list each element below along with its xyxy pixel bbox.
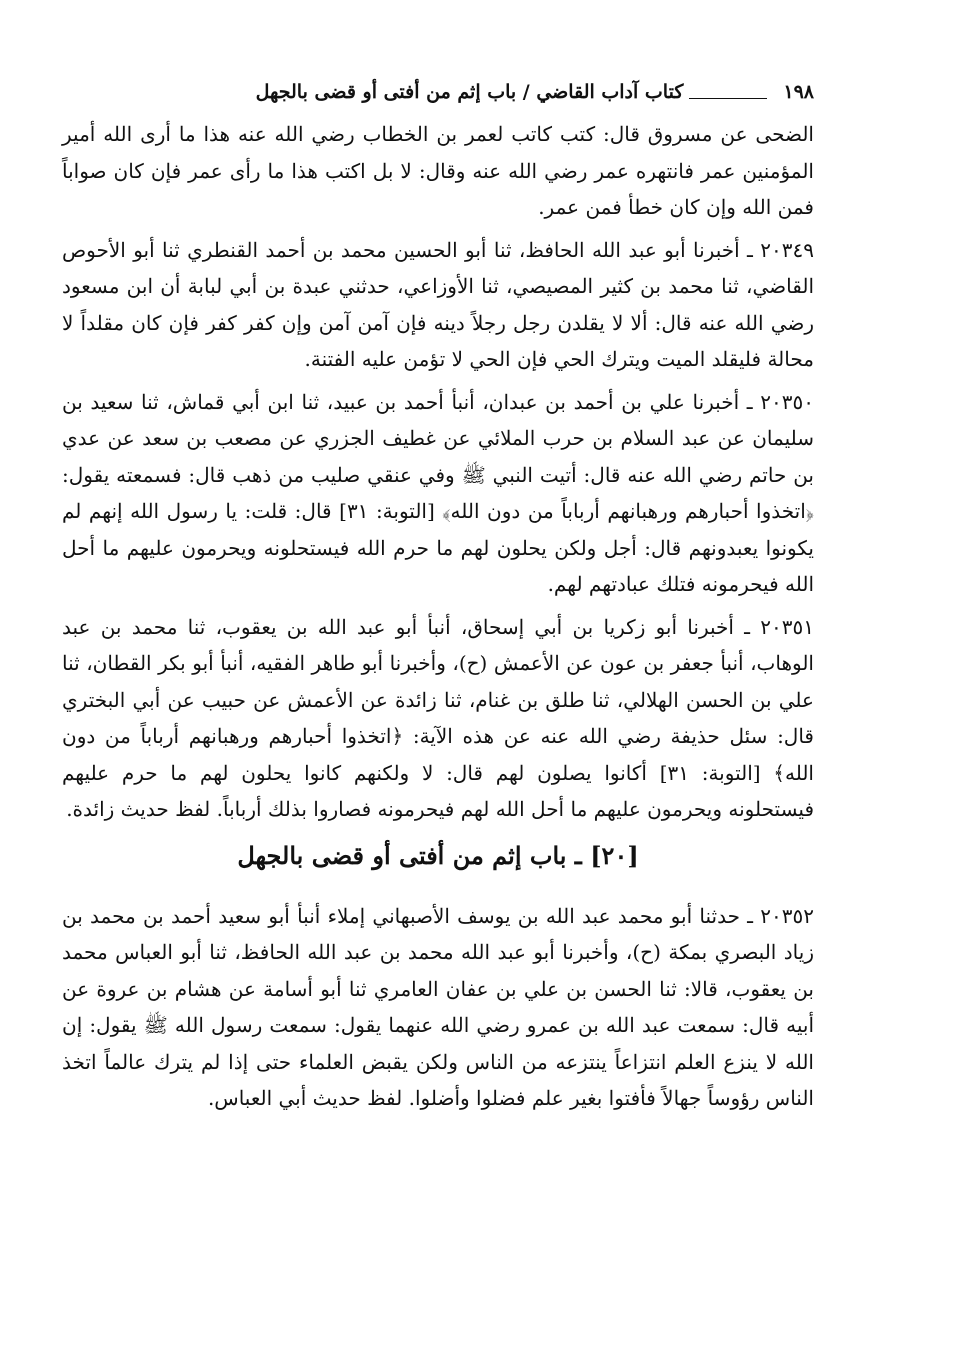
hadith-paragraph (62, 384, 814, 603)
paragraph-continuation (62, 116, 814, 226)
paragraph-text: الضحى عن مسروق قال: كتب كاتب لعمر بن الخطاب رضي الله عنه هذا ما أرى الله أمير المؤمنين عمر فانتهره عمر رضي الله عنه وقال: لا بل اكتب هذا ما رأى عمر فإن كان صواباً فمن الله وإن كان خطأ فمن عمر. (62, 122, 814, 219)
hadith-paragraph (62, 609, 814, 828)
paragraph-text: ـ أخبرنا أبو عبد الله الحافظ، ثنا أبو الحسين محمد بن أحمد القنطري ثنا أبو الأحوص القاضي، ثنا محمد بن كثير المصيصي، ثنا الأوزاعي، حدثني عبدة بن أبي لبابة أن ابن مسعود رضي الله عنه قال: ألا لا يقلدن رجل رجلاً دينه فإن آمن آمن وإن كفر كفر فإن كان مقلداً لا محالة فليقلد الميت ويترك الحي فإن الحي لا تؤمن عليه الفتنة. (62, 237, 814, 371)
paragraph-text: ـ أخبرنا علي بن أحمد بن عبدان، أنبأ أحمد بن عبيد، ثنا ابن أبي قماش، ثنا سعيد بن سليمان عن عبد السلام بن حرب الملائي عن غطيف الجزري عن مصعب بن سعد عن عدي بن حاتم رضي الله عنه قال: أتيت النبي ﷺ وفي عنقي صليب من ذهب قال: فسمعته يقول: ﴿اتخذوا أحبارهم ورهبانهم أرباباً من دون الله﴾ [التوبة: ٣١] قال: قلت: يا رسول الله إنهم لم يكونوا يعبدونهم قال: أجل ولكن يحلون لهم ما حرم الله فيستحلونه ويحرمون عليهم ما أحل الله فيحرمونه فتلك عبادتهم لهم. (62, 389, 814, 596)
page-number: ١٩٨ (783, 81, 814, 103)
hadith-paragraph (62, 898, 814, 1117)
hadith-number: ٢٠٣٤٩ (760, 237, 814, 262)
paragraph-text: ـ أخبرنا أبو زكريا بن أبي إسحاق، أنبأ أبو عبد الله بن يعقوب، ثنا محمد بن عبد الوهاب، أنبأ جعفر بن عون عن الأعمش (ح)، وأخبرنا أبو طاهر الفقيه، أنبأ أبو بكر القطان، ثنا علي بن الحسن الهلالي، ثنا طلق بن غنام، ثنا زائدة عن الأعمش عن حبيب عن أبي البختري قال: سئل حذيفة رضي الله عنه عن هذه الآية: ﴿اتخذوا أحبارهم ورهبانهم أرباباً من دون الله﴾ [التوبة: ٣١] أكانوا يصلون لهم قال: لا ولكنهم كانوا يحلون لهم ما حرم عليهم فيستحلونه ويحرمون عليهم ما أحل الله لهم فيحرمونه فصاروا بذلك أرباباً. لفظ حديث زائدة. (62, 614, 814, 821)
paragraph-text: ـ حدثنا أبو محمد عبد الله بن يوسف الأصبهاني إملاء أنبأ أبو سعيد أحمد بن محمد بن زياد البصري بمكة (ح)، وأخبرنا أبو عبد الله محمد بن عبد الله الحافظ، ثنا أبو العباس محمد بن يعقوب، قالا: ثنا الحسن بن علي بن عفان العامري ثنا أبو أسامة عن هشام بن عروة عن أبيه قال: سمعت عبد الله بن عمرو رضي الله عنهما يقول: سمعت رسول الله ﷺ يقول: إن الله لا ينزع العلم انتزاعاً ينتزعه من الناس ولكن يقبض العلماء حتى إذا لم يترك عالماً اتخذ الناس رؤوساً جهالاً فأفتوا بغير علم فضلوا وأضلوا. لفظ حديث أبي العباس. (62, 903, 814, 1110)
chapter-heading: [٢٠] ـ باب إثم من أفتى أو قضى بالجهل (237, 840, 639, 870)
running-title: كتاب آداب القاضي / باب إثم من أفتى أو قضى بالجهل (255, 81, 684, 103)
hadith-number: ٢٠٣٥٢ (760, 903, 814, 928)
book-page (62, 72, 814, 1123)
hadith-number: ٢٠٣٥٠ (760, 389, 814, 414)
hadith-number: ٢٠٣٥١ (760, 614, 814, 639)
running-header (62, 72, 814, 112)
header-rule (689, 98, 767, 99)
hadith-paragraph (62, 232, 814, 378)
